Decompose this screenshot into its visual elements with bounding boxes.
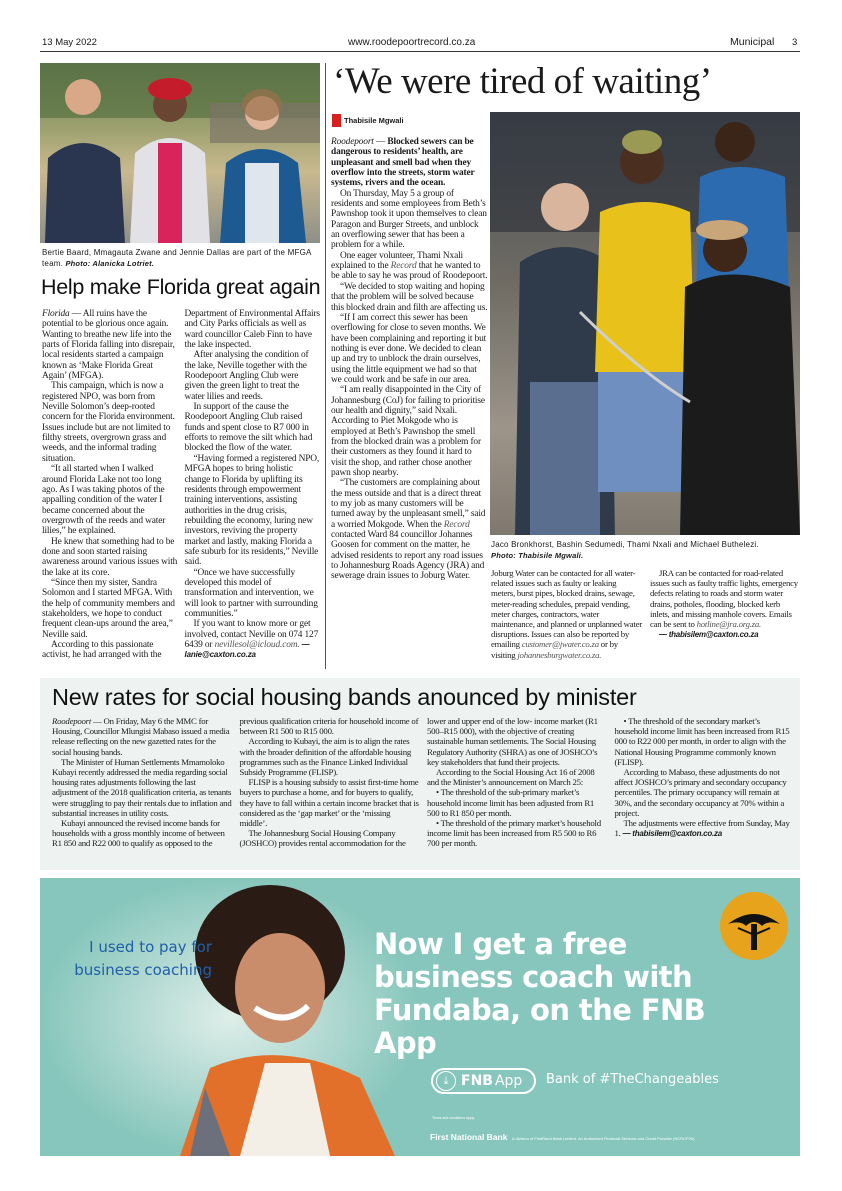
text-run: • The threshold of the primary market’s household income limit has been increased from R5 500 to R6 700 per month. (427, 818, 601, 849)
paragraph (615, 716, 795, 767)
ad-slogan: Bank of #TheChangeables (546, 1072, 719, 1087)
author-email: — thabisilem@caxton.co.za (620, 829, 722, 839)
photo-illustration (40, 63, 320, 243)
text-run: “If I am correct this sewer has been overflowing for close to seven months. We have been complaining and reporting it but nothing is ever done. We decided to clean up and try to unblock the drain ourselves, using the little equipment we had so that we could work and be safe in our area. (331, 312, 487, 385)
ad-terms: Terms and conditions apply. (432, 1116, 476, 1120)
paragraph (185, 350, 321, 402)
text-run: On Thursday, May 5 a group of residents and some employees from Beth’s Pawnshop took it upon themselves to clean Paragon and Burger Streets, and unblock an overflowing sewer that has been a problem for a while. (331, 188, 487, 251)
text-run: In support of the cause the Roodepoort Angling Club raised funds and spent close to R7 000 in efforts to remove the silt which had blocked the flow of the water. (184, 402, 313, 454)
text-run: Roodepoort (331, 137, 374, 147)
sewer-article-continued (491, 568, 801, 660)
fnb-app-button[interactable] (431, 1068, 536, 1094)
caption-text: Jaco Bronkhorst, Bashin Sedumedi, Thami Nxali and Michael Buthelezi. (491, 540, 759, 549)
fnb-tree-logo-icon (718, 890, 790, 962)
issue-date: 13 May 2022 (42, 37, 97, 48)
paragraph (42, 578, 178, 640)
inline-link[interactable]: nevillesol@icloud.com. (214, 640, 300, 650)
paragraph (42, 381, 178, 464)
text-run: “It all started when I walked around Florida Lake not too long ago. As I was taking photos of the appalling condition of the water I became concerned about the overgrowth of the reeds and water lilies,” he explained. (42, 464, 166, 537)
author-email: — lanie@caxton.co.za (184, 640, 310, 660)
text-run: “The customers are complaining about the mess outside and that is a direct threat to my job as many customers will be turned away by the unpleasant smell,” said a worried Mokgode. When the (331, 478, 486, 530)
text-run: According to Kubayi, the aim is to align the rates with the broader definition of the affordable housing programmes such as the Finance Linked Individual Subsidy Programme (FLISP). (239, 736, 412, 778)
paragraph (331, 251, 488, 282)
paragraph (331, 137, 488, 189)
paragraph (185, 568, 321, 620)
mfga-team-photo (40, 63, 320, 243)
mfga-photo-caption (42, 248, 320, 269)
paragraph (615, 767, 795, 818)
text-run: or by visiting (491, 639, 618, 660)
text-run: The Minister of Human Settlements Mmamoloko Kubayi recently addressed the media regarding social housing rates adjustments following the last adjustment of the 2018 qualification criteria, as tenants were struggling to pay their rentals due to inflation and substantial increases in utility costs. (52, 756, 232, 818)
fnb-advert[interactable] (40, 878, 800, 1156)
inline-link[interactable]: Record (443, 519, 470, 530)
text-run: — On Friday, May 6 the MMC for Housing, Councillor Mlungisi Mabaso issued a media release reflecting on the new gazetted rates for the social housing bands. (52, 716, 230, 757)
text-run: According to Mabaso, these adjustments do not affect JOSHCO’s primary and secondary occupancy percentiles. The primary occupancy will remain at 30%, and the secondary occupancy at 70% within a project. (614, 767, 787, 818)
text-run: FLISP is a housing subsidy to assist first-time home buyers to purchase a home, and for buyers to qualify, they have to fall within a certain income bracket that is considered as the ‘gap market’ or the ‘missing middle’. (239, 777, 419, 829)
text-run: According to the Social Housing Act 16 of 2008 and the Minister’s announcement on March 25: (427, 767, 595, 788)
inline-link[interactable]: customer@jwater.co.za (521, 639, 599, 650)
app-label: App (494, 1073, 523, 1089)
housing-headline: New rates for social housing bands anounced by minister (52, 684, 637, 710)
download-icon: ⤓ (436, 1071, 456, 1091)
text-run: Kubayi announced the revised income bands for households with a gross monthly income of between R1 850 and R22 000 to qualify as opposed to the previous qualification criteria for household income of between R1 500 to R15 000. (52, 716, 419, 849)
paragraph (427, 767, 607, 787)
ad-footer (430, 1127, 795, 1145)
text-run: One eager volunteer, Thami Nxali explained to the (331, 250, 463, 272)
text-run: “Once we have successfully developed this model of transformation and intervention, we will look to partner with surrounding communities.” (184, 567, 318, 619)
paragraph (615, 818, 795, 839)
photo-illustration (490, 112, 800, 535)
fnb-logo (718, 890, 790, 962)
paragraph (42, 309, 178, 381)
text-run: Blocked sewers can be dangerous to residents’ health, are unpleasant and smell bad when they overflow into the streets, storm water systems, rivers and the ocean. (331, 137, 475, 189)
text-run: Florida (42, 309, 70, 319)
text-run: — All ruins have the potential to be glorious once again. Wanting to breathe new life into the parts of Florida falling into disrepair, local residents started a campaign known as ‘Make Florida Great Again’ (MFGA). (42, 309, 175, 382)
text-run: “Since then my sister, Sandra Solomon and I started MFGA. With the help of community members and stakeholders, we hope to conduct frequent clean-ups around the area,” Neville said. (42, 577, 175, 640)
paragraph (427, 818, 607, 849)
text-run: Joburg Water can be contacted for all water-related issues such as faulty or leaking meters, burst pipes, blocked drains, sewage, meter-reading schedules, prepaid vending, meter charges, contractors, water maintenance, and planned or unplanned water disruptions. Issues can also be reported by emailing (491, 568, 642, 650)
byline-marker-icon (332, 114, 341, 127)
inline-link[interactable]: Record (390, 261, 417, 272)
text-run: The Johannesburg Social Housing Company (JOSHCO) provides rental accommodation for the lower and upper end of the low- income market (R1 500–R15 000), with the objective of creating sustainable human settlements. The Social Housing Regulatory Authority (SHRA) as one of JOSHCO’s key stakeholders that fund their projects. (239, 716, 598, 849)
florida-article-body (42, 309, 320, 661)
paragraph (331, 385, 488, 478)
text-run: If you want to know more or get involved, contact Neville on 074 127 6439 or (184, 619, 319, 650)
text-run: • The threshold of the sub-primary market’s household income limit has been adjusted from R1 500 to R1 850 per month. (427, 787, 595, 818)
text-run: contacted Ward 84 councillor Johannes Goosen for comment on the matter, he advised residents to report any road issues to Johannesburg Roads Agency (JRA) and sewerage drain issues to Joburg Water. (331, 530, 485, 582)
header-rule (40, 51, 800, 52)
paragraph (42, 464, 178, 536)
paragraph (427, 787, 607, 818)
text-run: According to this passionate activist, he had arranged with the Department of Environmental Affairs and City Parks officials as well as ward councillor Caleb Finn to have the lake inspected. (42, 309, 320, 661)
sewer-article-body (331, 137, 488, 582)
text-run: • The threshold of the secondary market’s household income limit has been increased from R15 000 to R22 000 per month, in order to align with the National Housing Programme commonly known (FLISP). (614, 716, 790, 767)
sewer-headline: ‘We were tired of waiting’ (333, 61, 712, 102)
paragraph (42, 537, 178, 578)
inline-link[interactable]: johannesburgwater.co.za. (517, 649, 602, 660)
paragraph (185, 619, 321, 660)
ad-tagline-small: I used to pay for business coaching (74, 938, 212, 979)
paragraph (650, 629, 801, 640)
text-run: Roodepoort (52, 716, 92, 726)
paragraph (185, 402, 321, 454)
paragraph (331, 189, 488, 251)
paragraph (52, 716, 232, 757)
paragraph (331, 282, 488, 313)
sewer-photo-caption (491, 540, 801, 561)
text-run: “I am really disappointed in the City of Johannesburg (CoJ) for failing to prioritise our health and dignity,” said Nxali. According to Piet Mokgode who is employed at Beth’s Pawnshop the smell from the blocked drain was a problem for their customers as they found it hard to visit the shop, and rather chose another pawn shop nearby. (331, 385, 485, 478)
sewer-cleanup-photo (490, 112, 800, 535)
ad-headline: Now I get a free business coach with Fundaba, on the FNB App (374, 927, 706, 1060)
paragraph (185, 454, 321, 568)
inline-link[interactable]: hotline@jra.org.za. (696, 619, 761, 630)
paragraph (52, 757, 232, 818)
photo-credit: Photo: Thabisile Mgwali. (491, 550, 584, 560)
text-run: “We decided to stop waiting and hoping that the problem will be solved because this blocked drain and filth are affecting us. (331, 281, 488, 313)
byline (332, 114, 404, 127)
website[interactable]: www.roodepoortrecord.co.za (348, 37, 476, 48)
photo-credit: Photo: Alanicka Lotriet. (65, 258, 155, 268)
bank-name: First National Bank (430, 1132, 508, 1142)
page-number: 3 (792, 37, 798, 48)
florida-headline: Help make Florida great again (41, 275, 321, 299)
advert-woman-illustration (40, 878, 420, 1156)
byline-name: Thabisile Mgwali (344, 116, 404, 125)
text-run: JRA can be contacted for road-related issues such as faulty traffic lights, emergency defects relating to roads and storm water drains, potholes, flooding, blocked kerb inlets, and missing manhole covers. Emails can be sent to (650, 568, 798, 630)
text-run: After analysing the condition of the lake, Neville together with the Roodepoort Angling Club were given the green light to treat the water lilies and reeds. (184, 350, 309, 402)
paragraph (650, 568, 801, 629)
text-run: that he wanted to be able to say he was proud of Roodepoort. (331, 261, 488, 282)
app-brand: FNB (461, 1073, 493, 1089)
paragraph (491, 568, 642, 660)
bank-legal: A division of FirstRand Bank Limited. An Authorised Financial Services and Credit Provider (NCRCP20). (511, 1136, 696, 1141)
paragraph (331, 313, 488, 385)
text-run: This campaign, which is now a registered NPO, was born from Neville Solomon’s deep-rooted concern for the Florida environment. Issues include but are not limited to filthy streets, overgrown grass and weeds, and the informal trading situation. (42, 381, 175, 464)
housing-article-body (52, 716, 794, 849)
author-email: — thabisilem@caxton.co.za (659, 630, 759, 640)
column-divider (325, 63, 326, 669)
text-run: He knew that something had to be done and soon started raising awareness around various issues with the lake at its core. (42, 536, 178, 578)
paragraph (331, 478, 488, 581)
caption-text: Bertie Baard, Mmagauta Zwane and Jennie Dallas are part of the MFGA team. (42, 248, 312, 268)
text-run: “Having formed a registered NPO, MFGA hopes to bring holistic change to Florida by uplifting its residents through empowerment training interventions, assisting authorities in the drug crisis, rebuilding the economy, luring new investors, reviving the property market and lastly, making Florida a safe suburb for its residents,” Neville said. (184, 453, 320, 568)
text-run: — (373, 137, 388, 147)
paragraph (240, 777, 420, 828)
text-run: The adjustments were effective from Sunday, May 1. (614, 818, 790, 839)
section-name: Municipal (730, 36, 775, 48)
paragraph (240, 736, 420, 777)
